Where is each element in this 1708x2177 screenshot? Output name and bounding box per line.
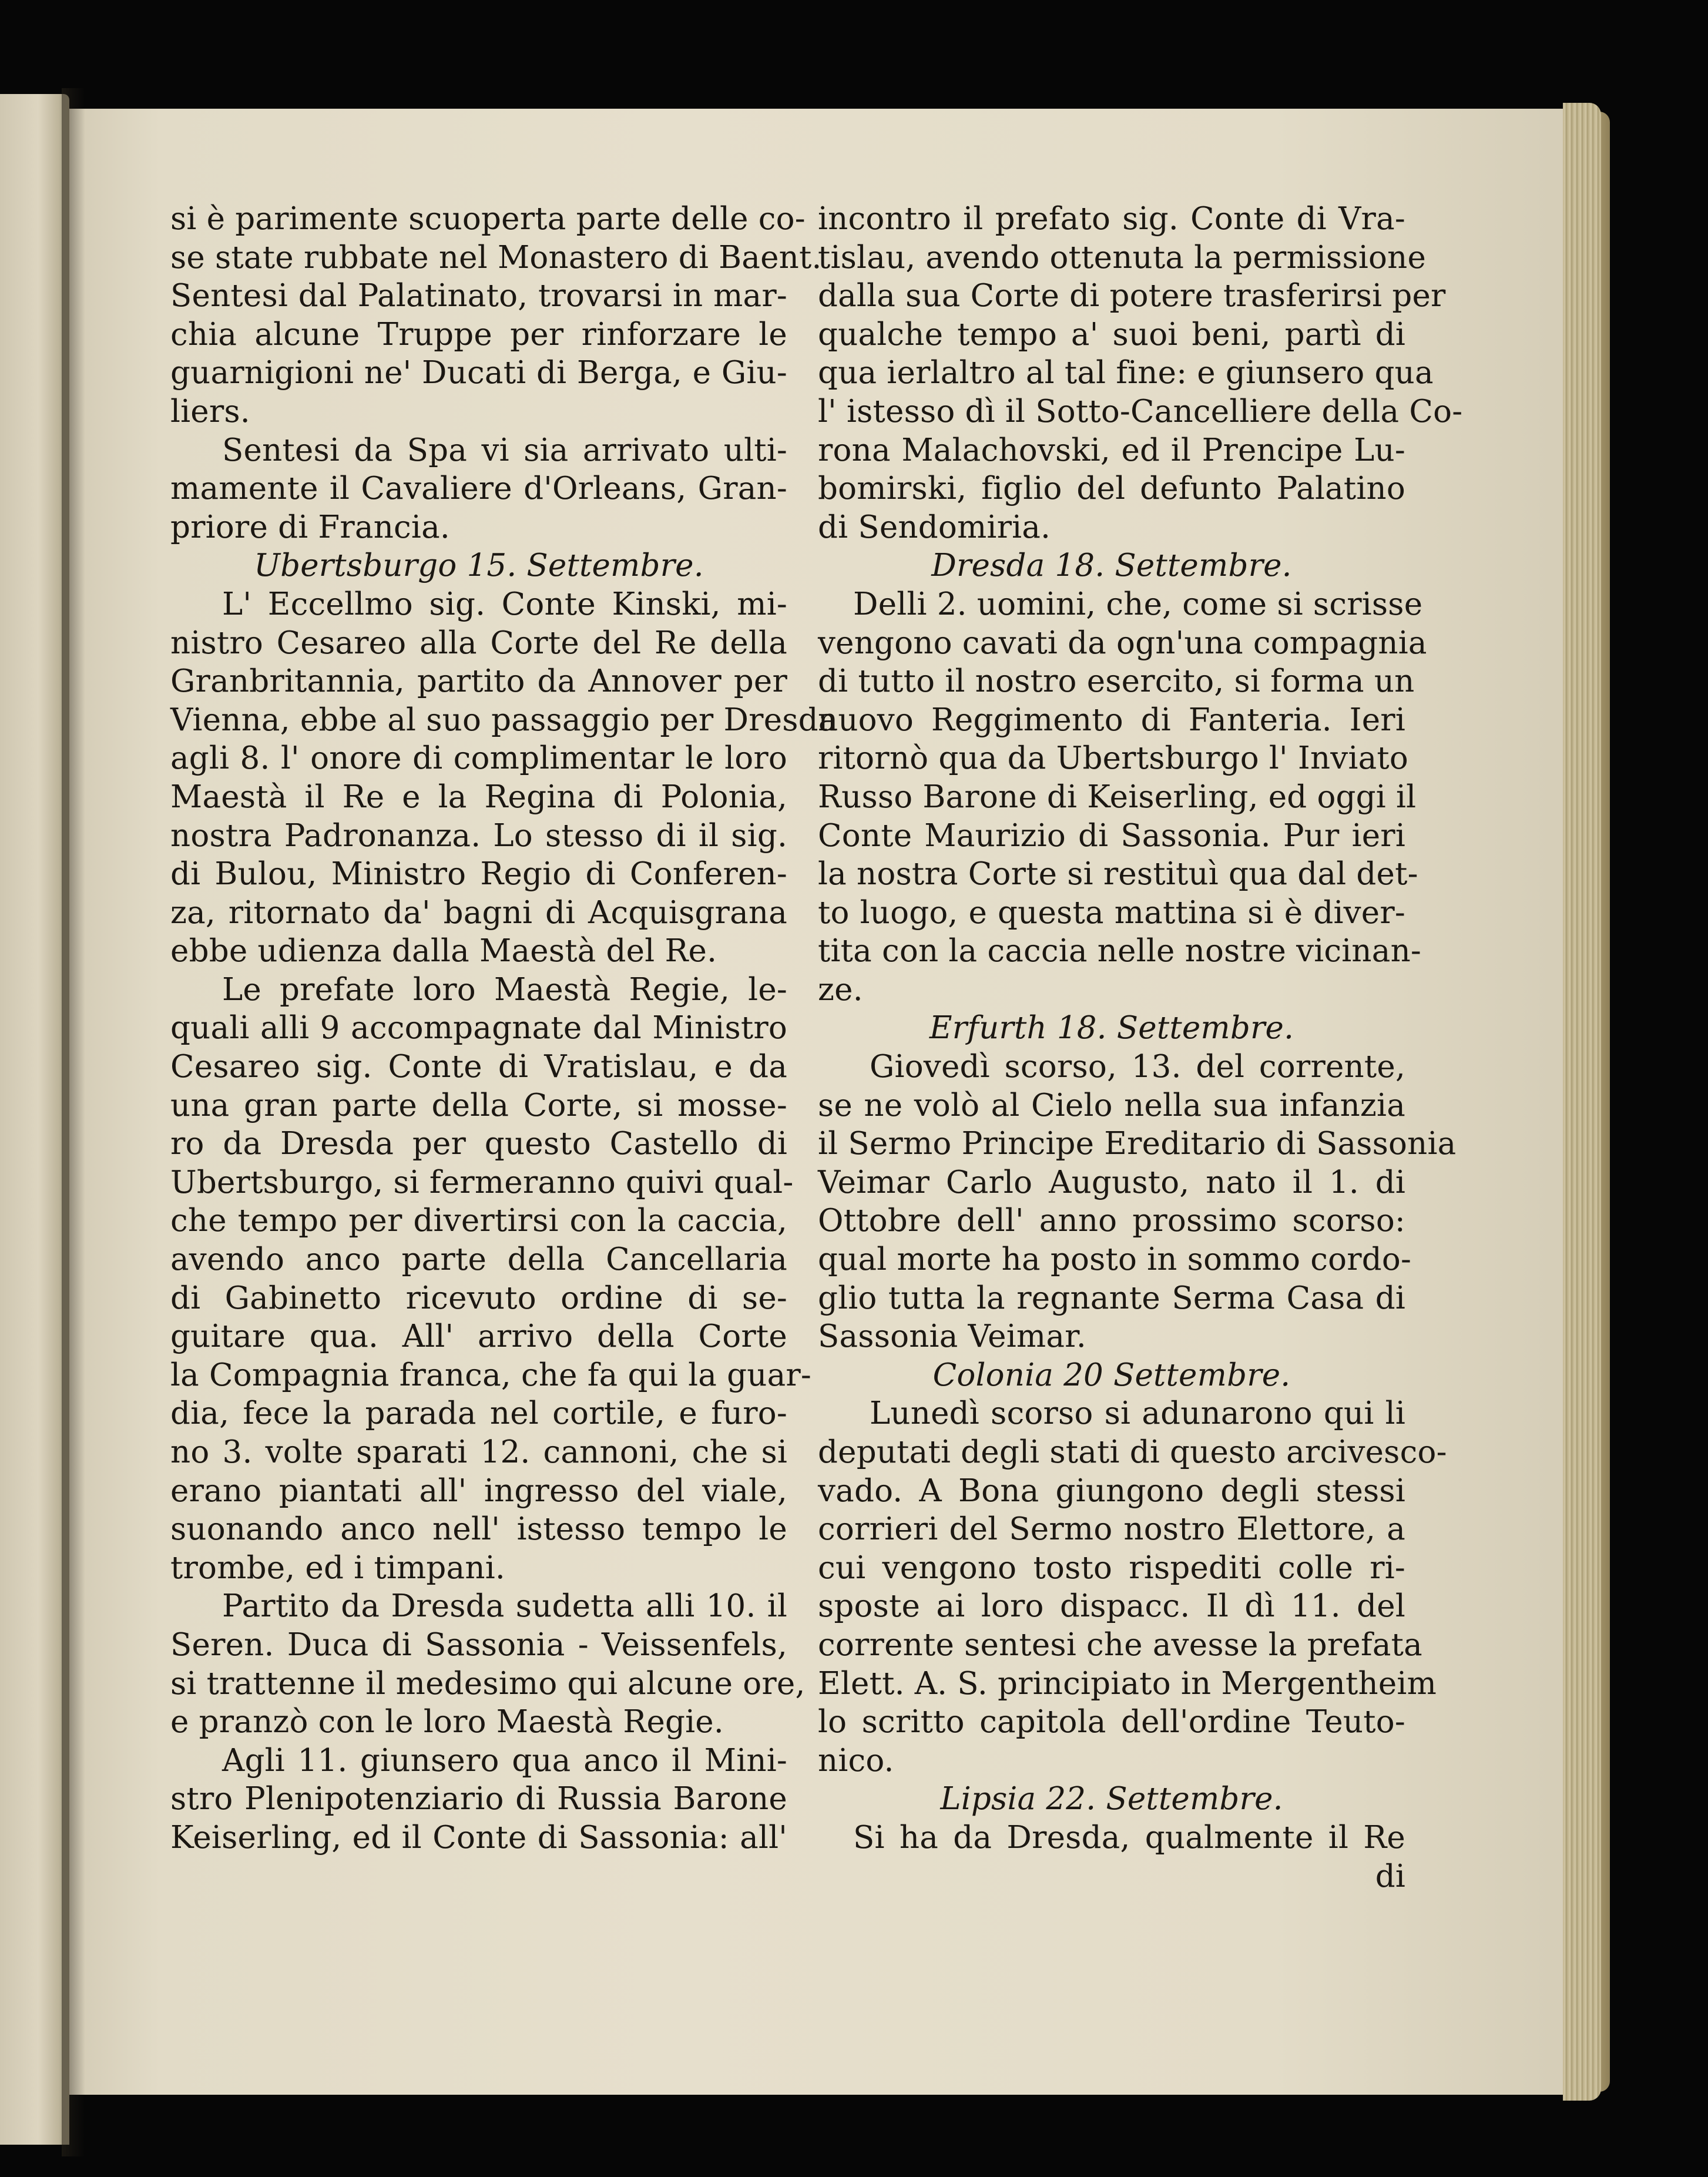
text-line: za, ritornato da' bagni di Acquisgrana <box>170 894 787 931</box>
text-line: nostra Padronanza. Lo stesso di il sig. <box>170 817 787 854</box>
text-line: Sentesi da Spa vi sia arrivato ulti- <box>222 432 787 468</box>
text-line: tislau, avendo ottenuta la permissione <box>818 239 1427 276</box>
text-line: chia alcune Truppe per rinforzare le <box>170 316 787 353</box>
text-line: Si ha da Dresda, qualmente il Re <box>853 1819 1405 1856</box>
text-line: ze. <box>818 971 863 1008</box>
text-line: Vienna, ebbe al suo passaggio per Dresda <box>170 702 837 738</box>
text-line: to luogo, e questa mattina si è diver- <box>818 894 1405 931</box>
text-line: Le prefate loro Maestà Regie, le- <box>222 971 787 1008</box>
text-line: qualche tempo a' suoi beni, partì di <box>818 316 1405 353</box>
text-line: deputati degli stati di questo arcivesco- <box>818 1434 1447 1470</box>
text-line: vengono cavati da ogn'una compagnia <box>818 625 1427 661</box>
text-line: Elett. A. S. principiato in Mergentheim <box>818 1665 1437 1702</box>
text-line: guarnigioni ne' Ducati di Berga, e Giu- <box>170 355 787 391</box>
text-line: vado. A Bona giungono degli stessi <box>818 1472 1405 1509</box>
dateline-heading: Erfurth 18. Settembre. <box>929 1010 1294 1046</box>
text-line: agli 8. l' onore di complimentar le loro <box>170 740 787 777</box>
text-line: Maestà il Re e la Regina di Polonia, <box>170 779 787 815</box>
text-line: trombe, ed i timpani. <box>170 1549 505 1586</box>
text-line: bomirski, figlio del defunto Palatino <box>818 471 1405 507</box>
text-line: cui vengono tosto rispediti colle ri- <box>818 1549 1405 1586</box>
text-line: corrieri del Sermo nostro Elettore, a <box>818 1511 1405 1548</box>
text-line: di Sendomiria. <box>818 509 1051 545</box>
text-line: Partito da Dresda sudetta alli 10. il <box>222 1588 787 1625</box>
text-line: nistro Cesareo alla Corte del Re della <box>170 625 787 661</box>
dateline-heading: Lipsia 22. Settembre. <box>940 1781 1283 1817</box>
text-line: di Gabinetto ricevuto ordine di se- <box>170 1280 787 1316</box>
text-line: Lunedì scorso si adunarono qui li <box>870 1396 1405 1432</box>
gutter-shadow <box>62 88 85 2156</box>
text-line: la Compagnia franca, che fa qui la guar- <box>170 1357 812 1393</box>
text-line: Keiserling, ed il Conte di Sassonia: all' <box>170 1819 787 1856</box>
text-line: dia, fece la parada nel cortile, e furo- <box>170 1396 787 1432</box>
text-line: Ubertsburgo, si fermeranno quivi qual- <box>170 1164 794 1200</box>
text-line: ritornò qua da Ubertsburgo l' Inviato <box>818 740 1409 777</box>
text-line: L' Eccellmo sig. Conte Kinski, mi- <box>222 586 787 622</box>
text-line: dalla sua Corte di potere trasferirsi per <box>818 278 1446 314</box>
text-line: si trattenne il medesimo qui alcune ore, <box>170 1665 806 1702</box>
text-line: suonando anco nell' istesso tempo le <box>170 1511 787 1548</box>
text-line: liers. <box>170 393 250 430</box>
text-line: rona Malachovski, ed il Prencipe Lu- <box>818 432 1405 468</box>
dateline-heading: Dresda 18. Settembre. <box>931 548 1292 584</box>
text-line: l' istesso dì il Sotto-Cancelliere della Co- <box>818 393 1463 430</box>
text-line: di Bulou, Ministro Regio di Conferen- <box>170 856 787 893</box>
text-line: Cesareo sig. Conte di Vratislau, e da <box>170 1049 787 1085</box>
text-line: Giovedì scorso, 13. del corrente, <box>870 1049 1405 1085</box>
text-line: tita con la caccia nelle nostre vicinan- <box>818 933 1422 970</box>
text-line: ebbe udienza dalla Maestà del Re. <box>170 933 717 970</box>
text-line: ro da Dresda per questo Castello di <box>170 1126 787 1162</box>
text-line: Agli 11. giunsero qua anco il Mini- <box>222 1742 787 1779</box>
text-line: nico. <box>818 1742 894 1779</box>
text-line: si è parimente scuoperta parte delle co- <box>170 201 806 237</box>
text-line: corrente sentesi che avesse la prefata <box>818 1626 1422 1663</box>
text-line: la nostra Corte si restituì qua dal det- <box>818 856 1418 893</box>
text-line: il Sermo Principe Ereditario di Sassonia <box>818 1126 1457 1162</box>
text-line: incontro il prefato sig. Conte di Vra- <box>818 201 1405 237</box>
previous-page-edge <box>0 94 69 2145</box>
text-line: e pranzò con le loro Maestà Regie. <box>170 1704 724 1740</box>
text-line: di <box>1375 1858 1405 1894</box>
text-line: se state rubbate nel Monastero di Baent. <box>170 239 822 276</box>
text-line: stro Plenipotenziario di Russia Barone <box>170 1781 787 1817</box>
text-line: no 3. volte sparati 12. cannoni, che si <box>170 1434 787 1470</box>
text-line: qual morte ha posto in sommo cordo- <box>818 1242 1412 1278</box>
text-line: sposte ai loro dispacc. Il dì 11. del <box>818 1588 1405 1625</box>
text-line: priore di Francia. <box>170 509 450 545</box>
text-line: Seren. Duca di Sassonia - Veissenfels, <box>170 1626 787 1663</box>
text-line: che tempo per divertirsi con la caccia, <box>170 1203 787 1239</box>
text-line: Conte Maurizio di Sassonia. Pur ieri <box>818 817 1405 854</box>
text-line: erano piantati all' ingresso del viale, <box>170 1472 787 1509</box>
text-line: se ne volò al Cielo nella sua infanzia <box>818 1087 1405 1123</box>
text-line: di tutto il nostro esercito, si forma un <box>818 663 1415 700</box>
text-line: avendo anco parte della Cancellaria <box>170 1242 787 1278</box>
text-line: qua ierlaltro al tal fine: e giunsero qua <box>818 355 1434 391</box>
page-stack-edges <box>1563 103 1601 2101</box>
text-line: Russo Barone di Keiserling, ed oggi il <box>818 779 1417 815</box>
text-line: lo scritto capitola dell'ordine Teuto- <box>818 1704 1405 1740</box>
left-text-column <box>170 200 837 1857</box>
text-line: quali alli 9 accompagnate dal Ministro <box>170 1010 787 1046</box>
text-line: Veimar Carlo Augusto, nato il 1. di <box>818 1164 1405 1200</box>
dateline-heading: Ubertsburgo 15. Settembre. <box>254 548 704 584</box>
text-line: Granbritannia, partito da Annover per <box>170 663 787 700</box>
dateline-heading: Colonia 20 Settembre. <box>932 1357 1291 1393</box>
text-line: glio tutta la regnante Serma Casa di <box>818 1280 1405 1316</box>
text-line: guitare qua. All' arrivo della Corte <box>170 1319 787 1355</box>
text-line: Ottobre dell' anno prossimo scorso: <box>818 1203 1405 1239</box>
text-line: Delli 2. uomini, che, come si scrisse <box>853 586 1423 622</box>
right-text-column <box>818 200 1463 1896</box>
text-line: una gran parte della Corte, si mosse- <box>170 1087 787 1123</box>
text-line: mamente il Cavaliere d'Orleans, Gran- <box>170 471 787 507</box>
text-line: Sassonia Veimar. <box>818 1319 1086 1355</box>
text-line: Sentesi dal Palatinato, trovarsi in mar- <box>170 278 787 314</box>
text-line: nuovo Reggimento di Fanteria. Ieri <box>818 702 1405 738</box>
